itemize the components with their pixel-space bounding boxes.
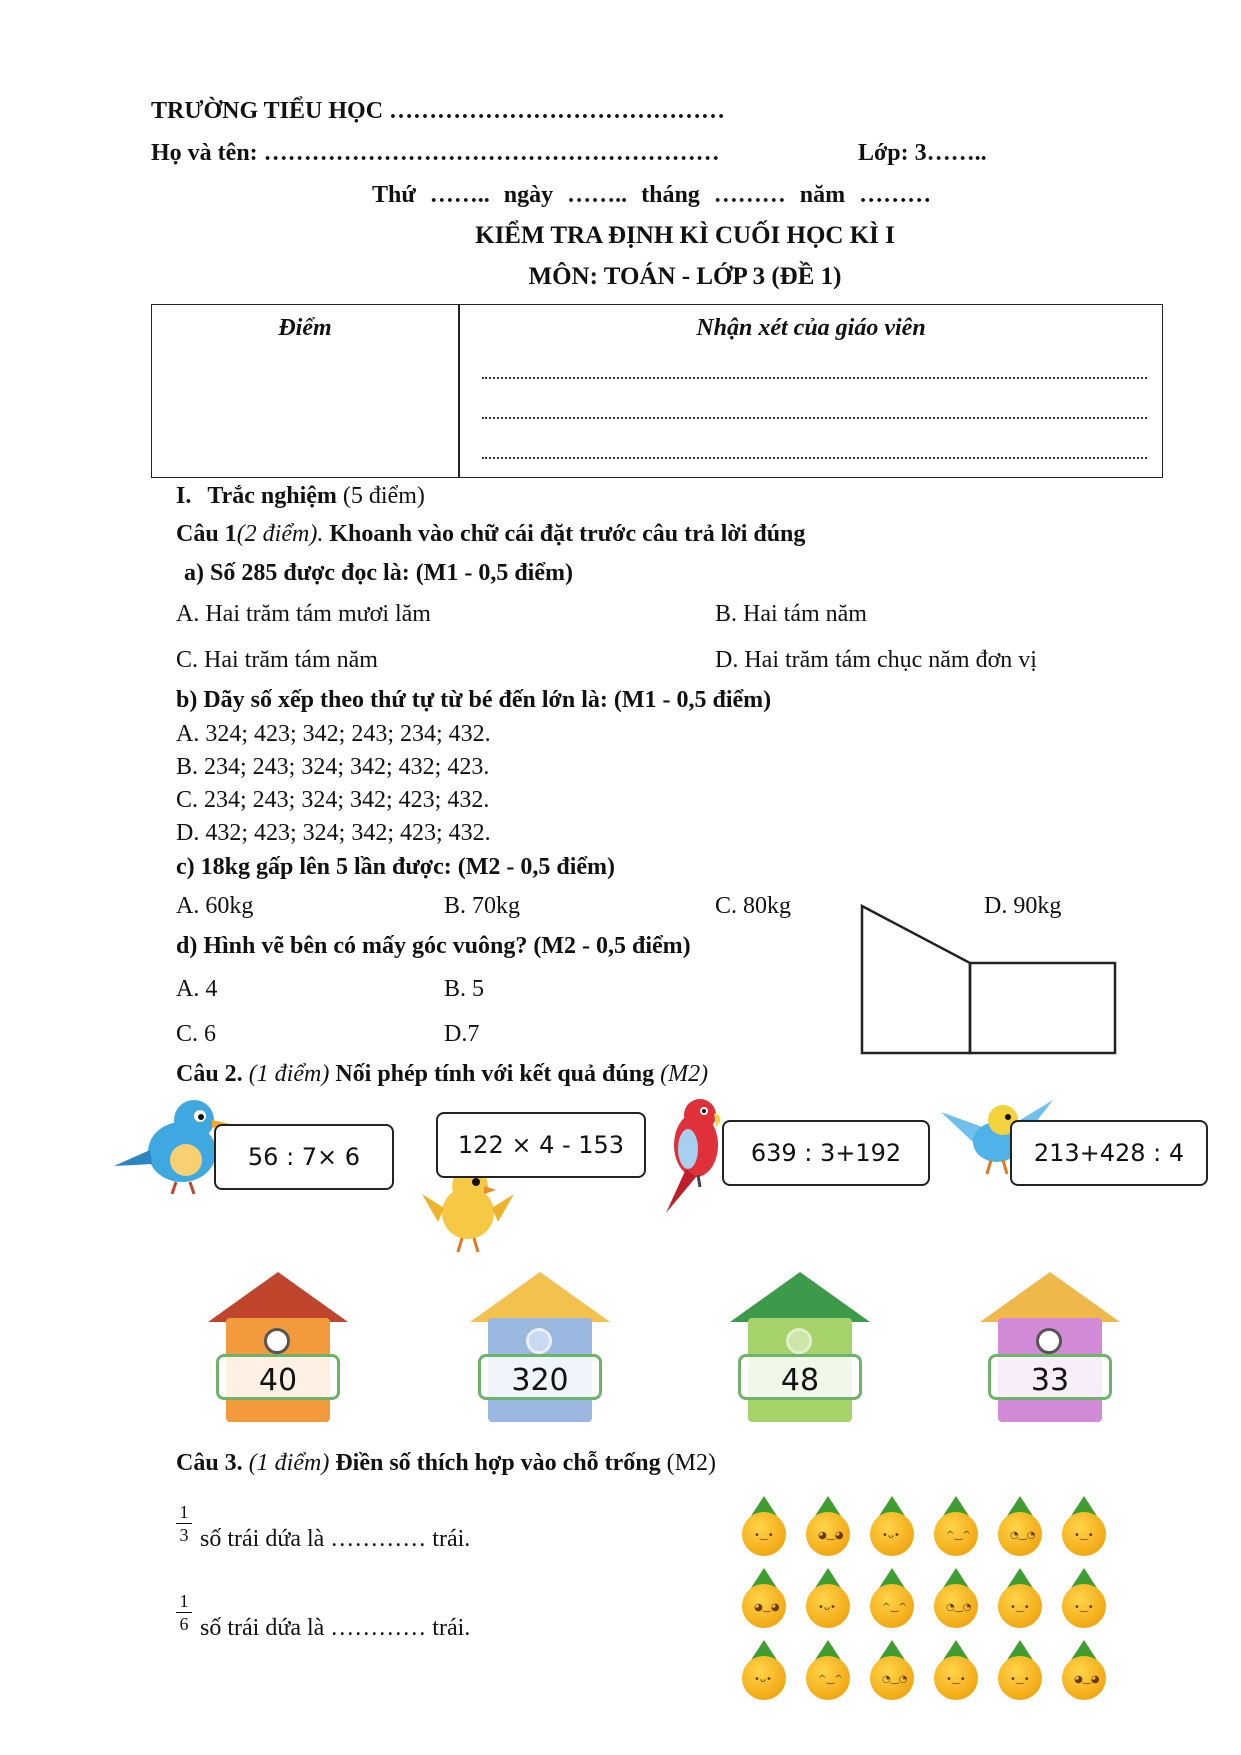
red-parrot-icon — [660, 1095, 730, 1215]
pineapple-face: •‿• — [1010, 1674, 1030, 1685]
q1c-option-b[interactable]: B. 70kg — [444, 893, 521, 919]
pineapple-face: •‿• — [1074, 1530, 1094, 1541]
result-tag-3 — [738, 1354, 862, 1400]
pineapple-icon — [868, 1496, 916, 1558]
heart-hole-3 — [786, 1328, 812, 1354]
birdhouse-1[interactable] — [208, 1272, 348, 1422]
q2-label: Câu 2. — [176, 1061, 243, 1087]
q1-text: Khoanh vào chữ cái đặt trước câu trả lời đúng — [329, 521, 806, 547]
pineapple-icon — [996, 1496, 1044, 1558]
expression-4[interactable]: 213+428 : 4 — [1010, 1120, 1208, 1186]
q1c-option-d[interactable]: D. 90kg — [984, 893, 1062, 919]
score-header: Điểm — [278, 315, 332, 341]
pineapple-icon — [932, 1568, 980, 1630]
pineapple-icon — [1060, 1496, 1108, 1558]
section-points: (5 điểm) — [342, 483, 425, 509]
section-title: Trắc nghiệm — [207, 483, 337, 509]
pineapple-face: •ᴗ• — [818, 1602, 836, 1613]
q3-line-2[interactable]: số trái dứa là ………… trái. — [200, 1615, 471, 1641]
comment-line-2[interactable] — [482, 417, 1147, 419]
fraction-2-bar — [176, 1612, 192, 1613]
pineapple-icon — [804, 1568, 852, 1630]
fraction-2-den: 6 — [179, 1614, 189, 1634]
result-4: 33 — [1030, 1363, 1070, 1398]
q1a-option-c[interactable]: C. Hai trăm tám năm — [176, 647, 378, 673]
pineapple-icon — [740, 1496, 788, 1558]
result-tag-1 — [216, 1354, 340, 1400]
fraction-1-den: 3 — [179, 1525, 189, 1545]
q1d-question: d) Hình vẽ bên có mấy góc vuông? (M2 - 0,5 điểm) — [176, 933, 691, 959]
comment-line-3[interactable] — [482, 457, 1147, 459]
roof-4 — [980, 1272, 1120, 1322]
pineapple-icon — [1060, 1568, 1108, 1630]
q3-line-1[interactable]: số trái dứa là ………… trái. — [200, 1526, 471, 1552]
pineapple-icon — [1060, 1640, 1108, 1702]
q2-points: (1 điểm) — [248, 1061, 330, 1087]
fraction-1-bar — [176, 1523, 192, 1524]
fraction-2-num: 1 — [179, 1591, 189, 1611]
fraction-1-3 — [176, 1503, 192, 1544]
q3-label: Câu 3. — [176, 1450, 243, 1476]
hole-1 — [264, 1328, 290, 1354]
pineapple-face: ◕‿◕ — [1074, 1674, 1100, 1685]
pineapple-icon — [868, 1640, 916, 1702]
expression-2[interactable]: 122 × 4 - 153 — [436, 1112, 646, 1178]
pineapple-face: •‿• — [1074, 1602, 1094, 1613]
result-2: 320 — [511, 1363, 569, 1398]
q3-points: (1 điểm) — [248, 1450, 330, 1476]
q1a-option-d[interactable]: D. Hai trăm tám chục năm đơn vị — [715, 647, 1037, 673]
pineapple-face: •‿• — [1010, 1602, 1030, 1613]
q3-heading — [176, 1450, 716, 1477]
pineapple-face: •‿• — [754, 1530, 774, 1541]
comment-header: Nhận xét của giáo viên — [696, 315, 926, 341]
result-tag-2 — [478, 1354, 602, 1400]
q3-text: Điền số thích hợp vào chỗ trống — [335, 1450, 661, 1476]
pineapple-face: •ᴗ• — [754, 1674, 772, 1685]
pineapple-face: ◔‿◔ — [882, 1674, 908, 1685]
heart-hole-2 — [526, 1328, 552, 1354]
rectangle-shape — [970, 963, 1115, 1053]
hole-4 — [1036, 1328, 1062, 1354]
q1d-option-b[interactable]: B. 5 — [444, 976, 485, 1002]
pineapple-icon — [740, 1640, 788, 1702]
roof-1 — [208, 1272, 348, 1322]
q1c-question: c) 18kg gấp lên 5 lần được: (M2 - 0,5 điểm) — [176, 854, 615, 880]
q1b-option-c[interactable]: C. 234; 243; 324; 342; 423; 432. — [176, 787, 490, 813]
pineapple-face: ^‿^ — [946, 1530, 971, 1541]
q1-label: Câu 1 — [176, 521, 237, 547]
q1c-option-c[interactable]: C. 80kg — [715, 893, 792, 919]
name-line: Họ và tên: ………………………………………………… — [151, 140, 720, 166]
q2-level: (M2) — [660, 1061, 709, 1087]
birdhouse-4[interactable] — [980, 1272, 1120, 1422]
pineapple-face: •ᴗ• — [882, 1530, 900, 1541]
q1d-option-a[interactable]: A. 4 — [176, 976, 218, 1002]
pineapple-icon — [804, 1640, 852, 1702]
fraction-1-num: 1 — [179, 1502, 189, 1522]
school-line: TRƯỜNG TIỂU HỌC …………………………………… — [151, 98, 726, 124]
q1a-option-b[interactable]: B. Hai tám năm — [715, 601, 867, 627]
comment-line-1[interactable] — [482, 377, 1147, 379]
q1d-option-d[interactable]: D.7 — [444, 1021, 480, 1047]
pineapple-face: •‿• — [946, 1674, 966, 1685]
q2-heading — [176, 1061, 708, 1088]
roof-3 — [730, 1272, 870, 1322]
pineapple-icon — [996, 1640, 1044, 1702]
exam-subject: MÔN: TOÁN - LỚP 3 (ĐỀ 1) — [528, 263, 842, 290]
pineapple-icon — [932, 1496, 980, 1558]
q2-text: Nối phép tính với kết quả đúng — [335, 1061, 655, 1087]
expression-3[interactable]: 639 : 3+192 — [722, 1120, 930, 1186]
birdhouse-3[interactable] — [730, 1272, 870, 1422]
q1d-option-c[interactable]: C. 6 — [176, 1021, 217, 1047]
pineapple-icon — [740, 1568, 788, 1630]
pineapple-face: ^‿^ — [818, 1674, 843, 1685]
q1b-option-d[interactable]: D. 432; 423; 324; 342; 423; 432. — [176, 820, 491, 846]
pineapple-icon — [996, 1568, 1044, 1630]
section-1-heading — [176, 483, 425, 510]
right-angle-figure — [858, 900, 1123, 1060]
class-line: Lớp: 3…….. — [858, 140, 987, 166]
q1b-option-a[interactable]: A. 324; 423; 342; 243; 234; 432. — [176, 721, 491, 747]
pineapple-face: ◕‿◕ — [818, 1530, 844, 1541]
q3-level: (M2) — [666, 1450, 716, 1476]
pineapple-face: ◔‿◔ — [946, 1602, 972, 1613]
expression-1[interactable]: 56 : 7× 6 — [214, 1124, 394, 1190]
result-1: 40 — [258, 1363, 298, 1398]
pineapple-face: ^‿^ — [882, 1602, 907, 1613]
score-table — [151, 304, 1163, 478]
q1b-option-b[interactable]: B. 234; 243; 324; 342; 432; 423. — [176, 754, 490, 780]
q1a-option-a[interactable]: A. Hai trăm tám mươi lăm — [176, 601, 431, 627]
pineapple-icon — [868, 1568, 916, 1630]
result-tag-4 — [988, 1354, 1112, 1400]
exam-title: KIỂM TRA ĐỊNH KÌ CUỐI HỌC KÌ I — [475, 222, 895, 249]
q1-points: (2 điểm). — [236, 521, 324, 547]
result-3: 48 — [780, 1363, 820, 1398]
date-line: Thứ …….. ngày …….. tháng ……… năm ……… — [372, 182, 932, 208]
pineapple-face: ◔‿◔ — [1010, 1530, 1036, 1541]
fraction-1-6 — [176, 1592, 192, 1633]
q1b-question: b) Dãy số xếp theo thứ tự từ bé đến lớn là: (M1 - 0,5 điểm) — [176, 687, 772, 713]
pineapple-icon — [932, 1640, 980, 1702]
section-roman: I. — [176, 483, 192, 509]
pineapple-icon — [804, 1496, 852, 1558]
q1-heading — [176, 521, 805, 548]
q1c-option-a[interactable]: A. 60kg — [176, 893, 254, 919]
roof-2 — [470, 1272, 610, 1322]
trapezoid-shape — [862, 906, 970, 1053]
pineapple-face: ◕‿◕ — [754, 1602, 780, 1613]
birdhouse-2[interactable] — [470, 1272, 610, 1422]
q1a-question: a) Số 285 được đọc là: (M1 - 0,5 điểm) — [184, 560, 573, 586]
